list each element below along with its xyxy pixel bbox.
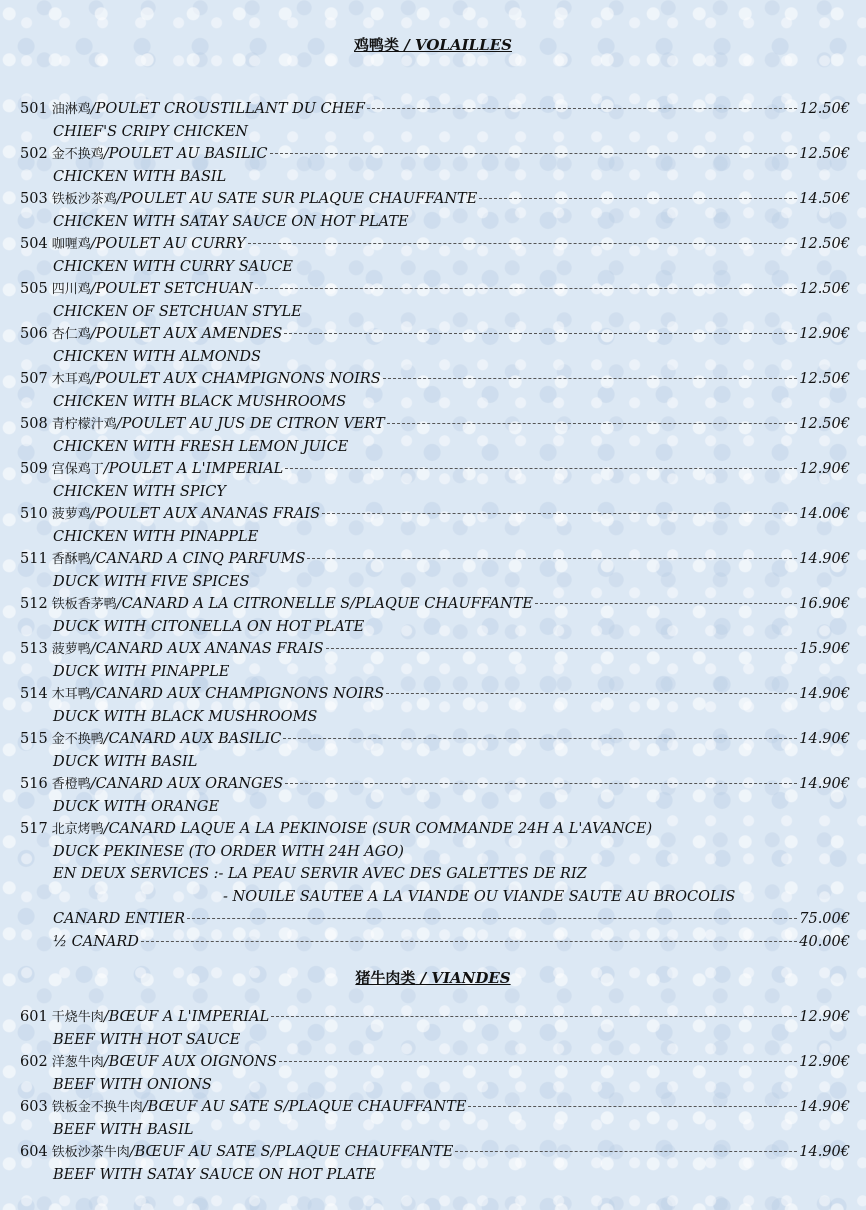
item-code: 514 [20, 686, 48, 702]
item-code: 507 [20, 371, 48, 387]
item-name-zh: 油淋鸡 [51, 102, 91, 117]
item-name-fr: /POULET AU CURRY [90, 236, 246, 252]
item-price: 15.90€ [799, 641, 850, 657]
section-title-viandes [0, 967, 866, 988]
dotted-leader [271, 1016, 797, 1017]
item-name-en: CHICKEN WITH BLACK MUSHROOMS [53, 393, 347, 410]
item-name-en: CHIEF'S CRIPY CHICKEN [53, 123, 248, 140]
item-price: 16.90€ [799, 596, 850, 612]
item-name-zh: 北京烤鸭 [51, 822, 104, 837]
item-name-zh: 金不换鸡 [51, 147, 104, 162]
item-price: 14.90€ [799, 776, 850, 792]
dotted-leader [307, 558, 797, 559]
item-name-en: CHICKEN WITH BASIL [53, 168, 227, 185]
item-code: 508 [20, 416, 48, 432]
item-price: 12.90€ [799, 1009, 850, 1025]
item-name-en: CHICKEN WITH PINAPPLE [53, 528, 259, 545]
item-code: 516 [20, 776, 48, 792]
dotted-leader [326, 648, 798, 649]
item-price: 12.50€ [799, 146, 850, 162]
item-price: 12.50€ [799, 281, 850, 297]
item-price: 14.00€ [799, 506, 850, 522]
item-name-en: DUCK WITH ORANGE [53, 798, 220, 815]
item-name-fr: /CANARD A LA CITRONELLE S/PLAQUE CHAUFFANTE [116, 596, 533, 612]
item-name-fr: /POULET A L'IMPERIAL [103, 461, 284, 477]
item-name-zh: 铁板沙茶牛肉 [51, 1145, 130, 1160]
dotted-leader [386, 693, 797, 694]
item-name-zh: 铁板沙茶鸡 [51, 192, 117, 207]
dotted-leader [479, 198, 797, 199]
dotted-leader [255, 288, 797, 289]
dotted-leader [279, 1061, 797, 1062]
service-option-1: - LA PEAU SERVIR AVEC DES GALETTES DE RIZ [218, 866, 587, 882]
item-name-fr: /POULET AUX AMENDES [90, 326, 283, 342]
item-name-fr: /BŒUF AU SATE S/PLAQUE CHAUFFANTE [129, 1144, 454, 1160]
item-name-en: CHICKEN WITH CURRY SAUCE [53, 258, 294, 275]
menu-item-row [20, 278, 850, 301]
menu-item-row [20, 458, 850, 481]
dotted-leader [283, 738, 797, 739]
dotted-leader [270, 153, 798, 154]
item-code: 509 [20, 461, 48, 477]
services-label: EN DEUX SERVICES : [53, 866, 219, 882]
menu-item-row [20, 143, 850, 166]
item-name-fr: /POULET CROUSTILLANT DU CHEF [90, 101, 365, 117]
item-name-fr: /CANARD AUX ORANGES [90, 776, 284, 792]
portion-option-row [20, 908, 850, 931]
dotted-leader [383, 378, 798, 379]
item-name-fr: /POULET AUX ANANAS FRAIS [90, 506, 321, 522]
menu-item-row [20, 818, 850, 841]
menu-item-row [20, 413, 850, 436]
item-name-en: CHICKEN WITH SPICY [53, 483, 226, 500]
item-price: 12.50€ [799, 101, 850, 117]
item-price: 12.50€ [799, 236, 850, 252]
item-name-en: DUCK WITH BLACK MUSHROOMS [53, 708, 318, 725]
section-title-fr: / VOLAILLES [399, 36, 512, 54]
item-name-zh: 四川鸡 [51, 282, 91, 297]
item-name-fr: /BŒUF A L'IMPERIAL [103, 1009, 270, 1025]
menu-item-row [20, 593, 850, 616]
item-price: 14.90€ [799, 1144, 850, 1160]
portion-price: 75.00€ [799, 911, 850, 927]
item-name-zh: 咖喱鸡 [51, 237, 91, 252]
item-code: 511 [20, 551, 48, 567]
item-price: 12.90€ [799, 1054, 850, 1070]
menu-item-row [20, 188, 850, 211]
menu-item-row [20, 683, 850, 706]
dotted-leader [284, 333, 797, 334]
item-name-zh: 铁板金不换牛肉 [51, 1100, 143, 1115]
menu-item-row [20, 638, 850, 661]
menu-item-row [20, 503, 850, 526]
item-name-zh: 菠萝鸡 [51, 507, 91, 522]
item-name-zh: 香橙鸭 [51, 777, 91, 792]
item-code: 515 [20, 731, 48, 747]
item-code: 504 [20, 236, 48, 252]
section-title-zh: 鸡鸭类 [354, 36, 400, 54]
menu-item-row [20, 98, 850, 121]
menu-item-row [20, 548, 850, 571]
item-name-fr: /CANARD AUX BASILIC [103, 731, 282, 747]
item-name-fr: /BŒUF AUX OIGNONS [103, 1054, 277, 1070]
item-price: 14.90€ [799, 551, 850, 567]
item-code: 601 [20, 1009, 48, 1025]
dotted-leader [468, 1106, 797, 1107]
item-name-en: DUCK PEKINESE (TO ORDER WITH 24H AGO) [53, 843, 404, 860]
item-name-zh: 干烧牛肉 [51, 1010, 104, 1025]
portion-label: ½ CANARD [53, 933, 139, 950]
section-title-zh: 猪牛肉类 [355, 969, 416, 987]
dotted-leader [455, 1151, 797, 1152]
portion-price: 40.00€ [799, 933, 850, 950]
item-price: 12.90€ [799, 461, 850, 477]
service-option-2: - NOUILE SAUTEE A LA VIANDE OU VIANDE SAUTE AU BROCOLIS [223, 888, 736, 905]
item-name-en: CHICKEN WITH SATAY SAUCE ON HOT PLATE [53, 213, 409, 230]
item-name-zh: 杏仁鸡 [51, 327, 91, 342]
item-name-zh: 木耳鸭 [51, 687, 91, 702]
item-name-fr: /POULET AU BASILIC [103, 146, 268, 162]
item-name-en: CHICKEN WITH FRESH LEMON JUICE [53, 438, 349, 455]
item-code: 603 [20, 1099, 48, 1115]
dotted-leader [387, 423, 798, 424]
item-name-zh: 香酥鸭 [51, 552, 91, 567]
item-price: 14.50€ [799, 191, 850, 207]
item-name-fr: /POULET AU JUS DE CITRON VERT [116, 416, 385, 432]
item-name-fr: /CANARD AUX CHAMPIGNONS NOIRS [90, 686, 385, 702]
item-name-zh: 宫保鸡丁 [51, 462, 104, 477]
item-name-fr: /POULET AU SATE SUR PLAQUE CHAUFFANTE [116, 191, 478, 207]
portion-label: CANARD ENTIER [53, 911, 186, 927]
item-name-en: CHICKEN OF SETCHUAN STYLE [53, 303, 302, 320]
item-name-zh: 木耳鸡 [51, 372, 91, 387]
item-code: 505 [20, 281, 48, 297]
menu-list-volailles [20, 98, 850, 953]
menu-list-viandes [20, 1006, 850, 1186]
item-name-en: DUCK WITH PINAPPLE [53, 663, 230, 680]
item-name-en: BEEF WITH SATAY SAUCE ON HOT PLATE [53, 1166, 376, 1183]
item-code: 510 [20, 506, 48, 522]
dotted-leader [285, 468, 797, 469]
item-code: 506 [20, 326, 48, 342]
section-title-volailles [0, 34, 866, 55]
menu-item-row [20, 728, 850, 751]
item-code: 501 [20, 101, 48, 117]
dotted-leader [535, 603, 797, 604]
item-code: 602 [20, 1054, 48, 1070]
portion-option-row [20, 931, 850, 954]
item-price: 12.50€ [799, 416, 850, 432]
menu-item-row [20, 368, 850, 391]
item-code: 513 [20, 641, 48, 657]
item-price: 14.90€ [799, 686, 850, 702]
menu-item-row [20, 1006, 850, 1029]
item-name-zh: 铁板香茅鸭 [51, 597, 117, 612]
dotted-leader [248, 243, 798, 244]
item-name-fr: /POULET AUX CHAMPIGNONS NOIRS [90, 371, 381, 387]
item-price: 14.90€ [799, 731, 850, 747]
dotted-leader [367, 108, 797, 109]
dotted-leader [285, 783, 797, 784]
item-name-zh: 菠萝鸭 [51, 642, 91, 657]
item-name-zh: 金不换鸭 [51, 732, 104, 747]
menu-item-row [20, 1096, 850, 1119]
item-price: 12.50€ [799, 371, 850, 387]
item-name-en: BEEF WITH ONIONS [53, 1076, 212, 1093]
item-name-fr: /BŒUF AU SATE S/PLAQUE CHAUFFANTE [142, 1099, 467, 1115]
item-name-en: DUCK WITH FIVE SPICES [53, 573, 250, 590]
item-name-fr: /CANARD A CINQ PARFUMS [90, 551, 306, 567]
item-name-fr: /CANARD AUX ANANAS FRAIS [90, 641, 324, 657]
item-name-fr: /POULET SETCHUAN [90, 281, 253, 297]
item-name-zh: 洋葱牛肉 [51, 1055, 104, 1070]
item-code: 604 [20, 1144, 48, 1160]
menu-item-row [20, 773, 850, 796]
item-code: 517 [20, 821, 48, 837]
dotted-leader [141, 941, 797, 942]
menu-item-row [20, 1141, 850, 1164]
menu-item-row [20, 1051, 850, 1074]
item-code: 512 [20, 596, 48, 612]
item-code: 502 [20, 146, 48, 162]
menu-item-row [20, 323, 850, 346]
item-name-zh: 青柠檬汁鸡 [51, 417, 117, 432]
services-line [20, 863, 850, 886]
item-name-fr: /CANARD LAQUE A LA PEKINOISE (SUR COMMANDE 24H A L'AVANCE) [103, 821, 653, 837]
menu-item-row [20, 233, 850, 256]
item-name-en: CHICKEN WITH ALMONDS [53, 348, 261, 365]
dotted-leader [322, 513, 797, 514]
item-price: 14.90€ [799, 1099, 850, 1115]
item-price: 12.90€ [799, 326, 850, 342]
item-name-en: BEEF WITH BASIL [53, 1121, 194, 1138]
item-name-en: DUCK WITH CITONELLA ON HOT PLATE [53, 618, 365, 635]
item-name-en: BEEF WITH HOT SAUCE [53, 1031, 241, 1048]
item-name-en: DUCK WITH BASIL [53, 753, 198, 770]
item-code: 503 [20, 191, 48, 207]
dotted-leader [187, 918, 797, 919]
section-title-fr: / VIANDES [415, 969, 511, 987]
